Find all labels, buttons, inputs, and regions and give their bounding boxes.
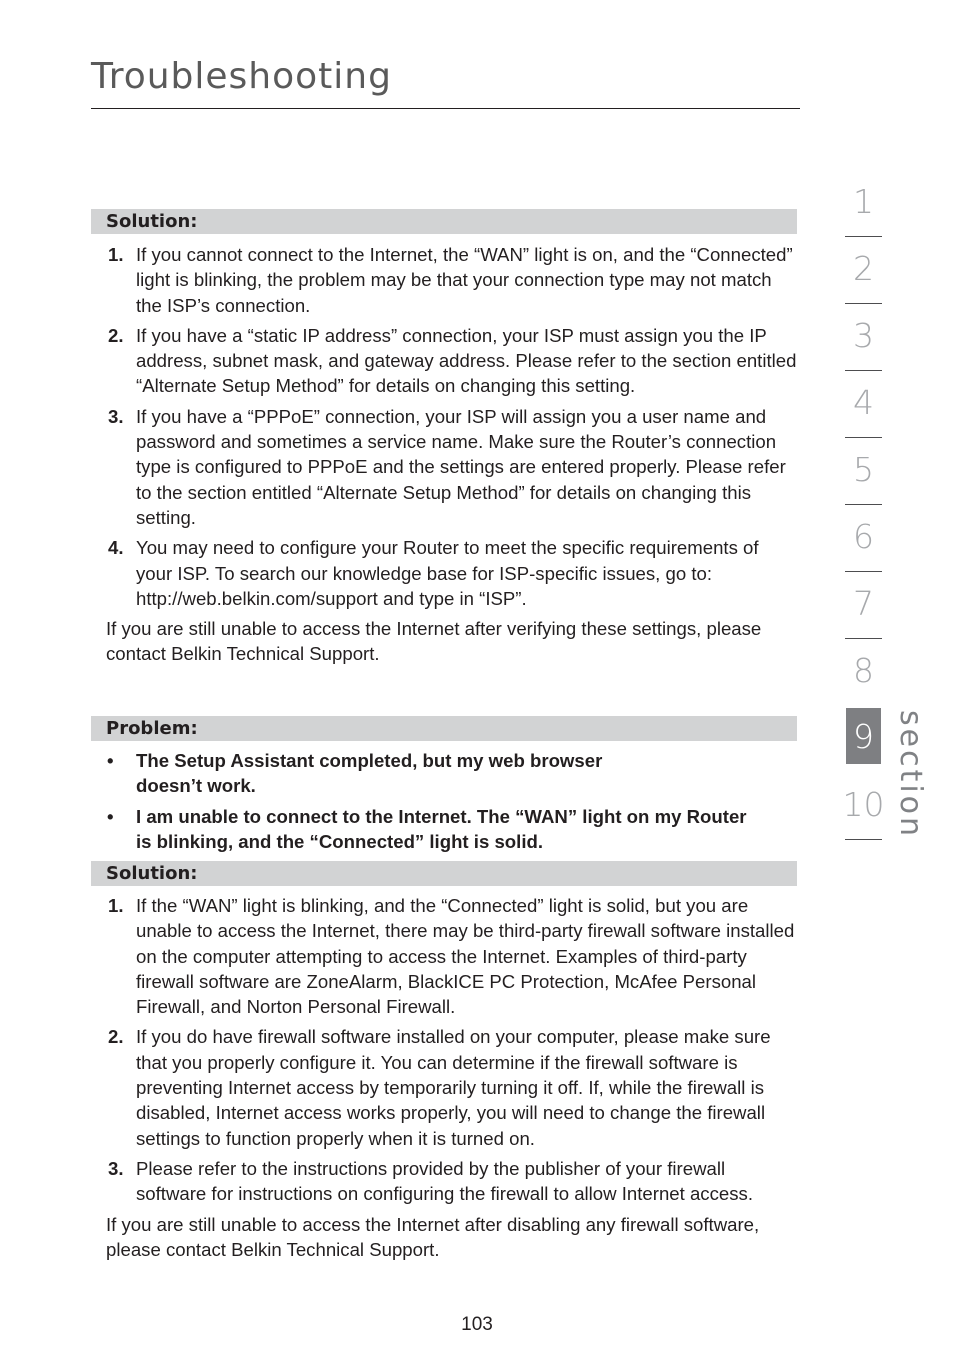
title-divider xyxy=(91,108,800,109)
section-nav xyxy=(842,170,885,840)
section-divider xyxy=(845,839,882,840)
item-number: 3. xyxy=(108,405,124,427)
item-number: 1. xyxy=(108,895,124,916)
item-number: 3. xyxy=(108,1157,124,1179)
solution-footer-2: If you are still unable to access the Internet after disabling any firewall software, please contact Belkin Technical Support. xyxy=(106,1213,760,1260)
section-label: section xyxy=(893,710,928,840)
section-tab-6[interactable]: 6 xyxy=(853,517,874,556)
item-text: If you have a “static IP address” connection, your ISP must assign you the IP address, subnet mask, and gateway address. Please refer to the section entitled “Alternate Setup Method” for details on changing this setting. xyxy=(136,324,797,397)
list-item xyxy=(106,1024,798,1150)
list-item xyxy=(106,535,798,611)
solution-heading-1: Solution: xyxy=(91,209,797,234)
bullet-icon: • xyxy=(107,750,114,771)
section-tab-9-active[interactable]: 9 xyxy=(845,706,882,764)
item-number: 4. xyxy=(108,537,124,559)
section-tab-10[interactable]: 10 xyxy=(842,785,885,824)
bullet-icon: • xyxy=(107,806,114,827)
list-item xyxy=(106,1156,798,1207)
problem-heading: Problem: xyxy=(91,716,797,741)
item-number: 2. xyxy=(108,1026,124,1048)
problem-list-2 xyxy=(106,804,766,860)
section-tab-5[interactable]: 5 xyxy=(853,450,874,489)
solution-list-2 xyxy=(106,893,798,1262)
section-tab-4[interactable]: 4 xyxy=(853,383,874,422)
item-text: If you do have firewall software installed on your computer, please make sure that you properly configure it. You can determine if the firewall software is preventing Internet access by temporarily turning it off. If, while the firewall is disabled, Internet access works properly, you will need to change the firewall settings to function properly when it is turned on. xyxy=(136,1026,771,1149)
list-item xyxy=(106,323,798,399)
page-number: 103 xyxy=(461,1314,493,1335)
section-tab-2[interactable]: 2 xyxy=(853,249,874,288)
section-tab-8[interactable]: 8 xyxy=(853,651,874,690)
item-text: If the “WAN” light is blinking, and the “Connected” light is solid, but you are unable to access the Internet, there may be third-party firewall software installed on the computer attempting to access the Internet. Examples of third-party firewall software are ZoneAlarm, BlackICE PC Protection, McAfee Personal Firewall, and Norton Personal Firewall. xyxy=(136,895,795,1018)
list-item xyxy=(106,242,798,318)
solution-list-1 xyxy=(106,242,798,667)
list-item xyxy=(106,893,798,1019)
item-text: If you cannot connect to the Internet, the “WAN” light is on, and the “Connected” light is blinking, the problem may be that your connection type may not match the ISP’s connection. xyxy=(136,244,793,316)
section-tab-7[interactable]: 7 xyxy=(853,584,874,623)
item-text: Please refer to the instructions provided by the publisher of your firewall software for instructions on configuring the firewall to allow Internet access. xyxy=(136,1157,753,1205)
problem-list xyxy=(106,748,666,804)
item-text: If you have a “PPPoE” connection, your ISP will assign you a user name and password and sometimes a service name. Make sure the Router’s connection type is configured to PPPoE and the settings are entered properly. Please refer to the section entitled “Alternate Setup Method” for details on changing this setting. xyxy=(136,405,786,528)
solution-heading-2: Solution: xyxy=(91,861,797,886)
page-title: Troubleshooting xyxy=(91,56,392,97)
solution-footer-1: If you are still unable to access the Internet after verifying these settings, please contact Belkin Technical Support. xyxy=(106,618,762,665)
bullet-text: The Setup Assistant completed, but my web browser doesn’t work. xyxy=(136,750,603,797)
list-item xyxy=(106,404,798,530)
section-tab-1[interactable]: 1 xyxy=(853,182,874,221)
problem-bullet xyxy=(106,804,766,855)
item-text: You may need to configure your Router to meet the specific requirements of your ISP. To search our knowledge base for ISP-specific issues, go to: http://web.belkin.com/support and type in “ISP”. xyxy=(136,537,759,609)
section-tab-3[interactable]: 3 xyxy=(853,316,874,355)
bullet-text: I am unable to connect to the Internet. The “WAN” light on my Router is blinking, and the “Connected” light is solid. xyxy=(136,806,747,853)
item-number: 2. xyxy=(108,324,124,346)
item-number: 1. xyxy=(108,244,124,265)
problem-bullet xyxy=(106,748,666,799)
